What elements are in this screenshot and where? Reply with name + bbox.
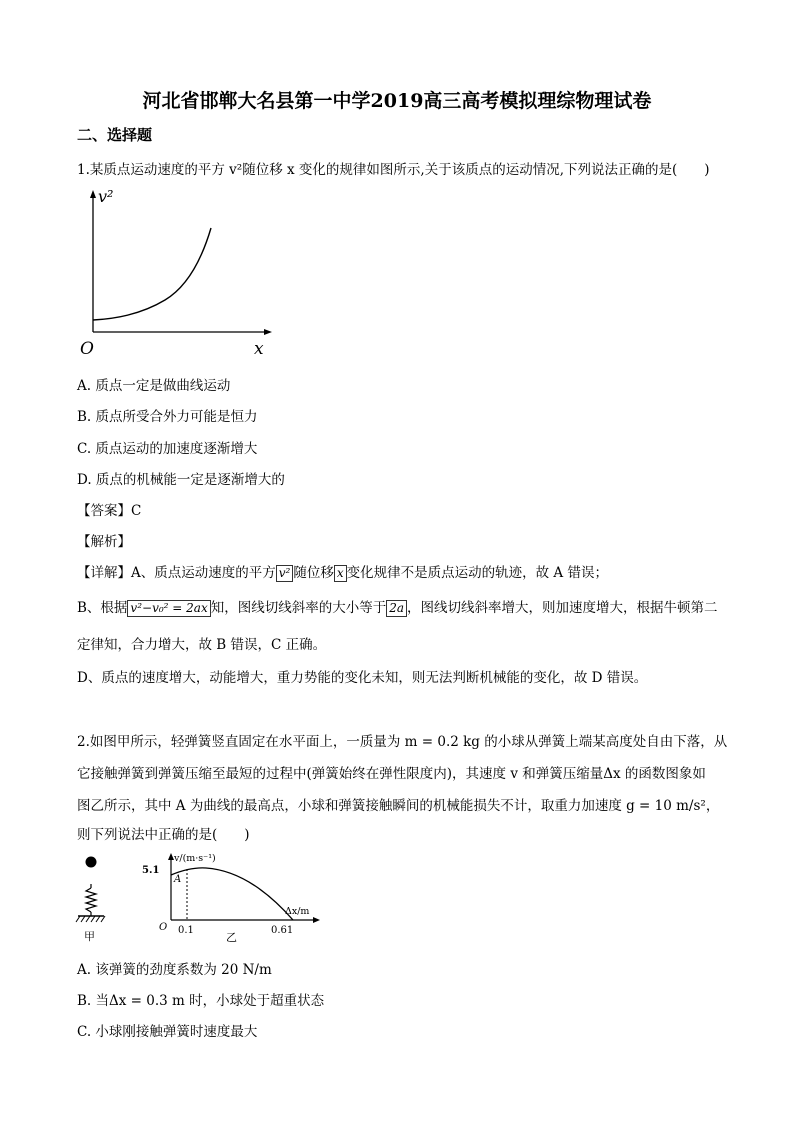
- q1-x-arrow: [264, 329, 272, 335]
- q1-stem: 1.某质点运动速度的平方 v²随位移 x 变化的规律如图所示,关于该质点的运动情况,下列说法正确的是( ): [77, 162, 710, 178]
- document-title: 河北省邯郸大名县第一中学2019高三高考模拟理综物理试卷: [142, 90, 652, 112]
- q1-origin-label: O: [80, 339, 94, 359]
- q1-answer: [77, 499, 141, 519]
- q2-stem-line-2: 它接触弹簧到弹簧压缩至最短的过程中(弹簧始终在弹性限度内)，其速度 v 和弹簧压缩量Δx 的函数图象如: [77, 766, 706, 782]
- answer-value: C: [131, 503, 142, 519]
- q2-y-tick: 5.1: [142, 865, 160, 876]
- q1-graph: [80, 182, 280, 360]
- q1-y-arrow: [90, 190, 96, 198]
- q1-detail-line-1: 【详解】A、质点运动速度的平方 v² 随位移 x 变化规律不是质点运动的轨迹，故 A 错误；: [77, 565, 608, 581]
- q2-stem-line-3: 图乙所示，其中 A 为曲线的最高点，小球和弹簧接触瞬间的机械能损失不计，取重力加速度 g = 10 m/s²，: [77, 798, 720, 814]
- q2-option-c: C. 小球刚接触弹簧时速度最大: [77, 1024, 258, 1040]
- ground-hatch: [76, 916, 105, 922]
- q2-x-tick-2: 0.61: [271, 925, 294, 936]
- formula-box-equation: v²−v₀² = 2ax: [127, 600, 210, 617]
- formula-box-v2: v²: [276, 565, 294, 582]
- ball-icon: [86, 857, 97, 868]
- spring-icon: [86, 888, 96, 912]
- formula-box-2a: 2a: [386, 600, 407, 617]
- q1-option-d: D. 质点的机械能一定是逐渐增大的: [77, 472, 285, 488]
- q2-figure: [70, 848, 330, 948]
- detail-tag: 【详解】: [77, 565, 131, 581]
- q2-stem-line-1: 2.如图甲所示，轻弹簧竖直固定在水平面上，一质量为 m = 0.2 kg 的小球从弹簧上端某高度处自由下落，从: [77, 734, 728, 750]
- q2-curve: [171, 868, 293, 920]
- formula-box-x: x: [334, 565, 347, 582]
- q1-curve: [93, 228, 211, 320]
- q1-option-c: C. 质点运动的加速度逐渐增大: [77, 441, 258, 457]
- q2-x-tick-1: 0.1: [178, 925, 194, 936]
- q2-option-a: A. 该弹簧的劲度系数为 20 N/m: [77, 962, 272, 978]
- q1-detail-line-2: B、根据 v²−v₀² = 2ax 知，图线切线斜率的大小等于 2a ，图线切线斜率增大，则加速度增大，根据牛顿第二: [77, 600, 718, 616]
- q2-point-a: A: [174, 874, 182, 885]
- q1-option-b: B. 质点所受合外力可能是恒力: [77, 409, 258, 425]
- section-heading: 二、选择题: [77, 126, 153, 144]
- q2-x-label: Δx/m: [285, 906, 310, 917]
- q1-analysis-tag: 【解析】: [77, 534, 131, 550]
- q1-detail-line-3: 定律知，合力增大，故 B 错误，C 正确。: [77, 637, 327, 653]
- q2-origin: O: [159, 922, 168, 933]
- answer-tag: 【答案】: [77, 503, 131, 519]
- label-yi: 乙: [226, 931, 237, 944]
- q1-y-label: v²: [98, 187, 114, 206]
- q1-detail-line-4: D、质点的速度增大，动能增大，重力势能的变化未知，则无法判断机械能的变化，故 D 错误。: [77, 670, 648, 686]
- q1-option-a: A. 质点一定是做曲线运动: [77, 378, 231, 394]
- q2-y-label: v/(m·s⁻¹): [174, 853, 216, 864]
- q1-x-label: x: [254, 339, 264, 359]
- q2-option-b: B. 当Δx = 0.3 m 时，小球处于超重状态: [77, 993, 325, 1009]
- q2-stem-line-4: 则下列说法中正确的是( ): [77, 827, 250, 843]
- label-jia: 甲: [84, 930, 95, 943]
